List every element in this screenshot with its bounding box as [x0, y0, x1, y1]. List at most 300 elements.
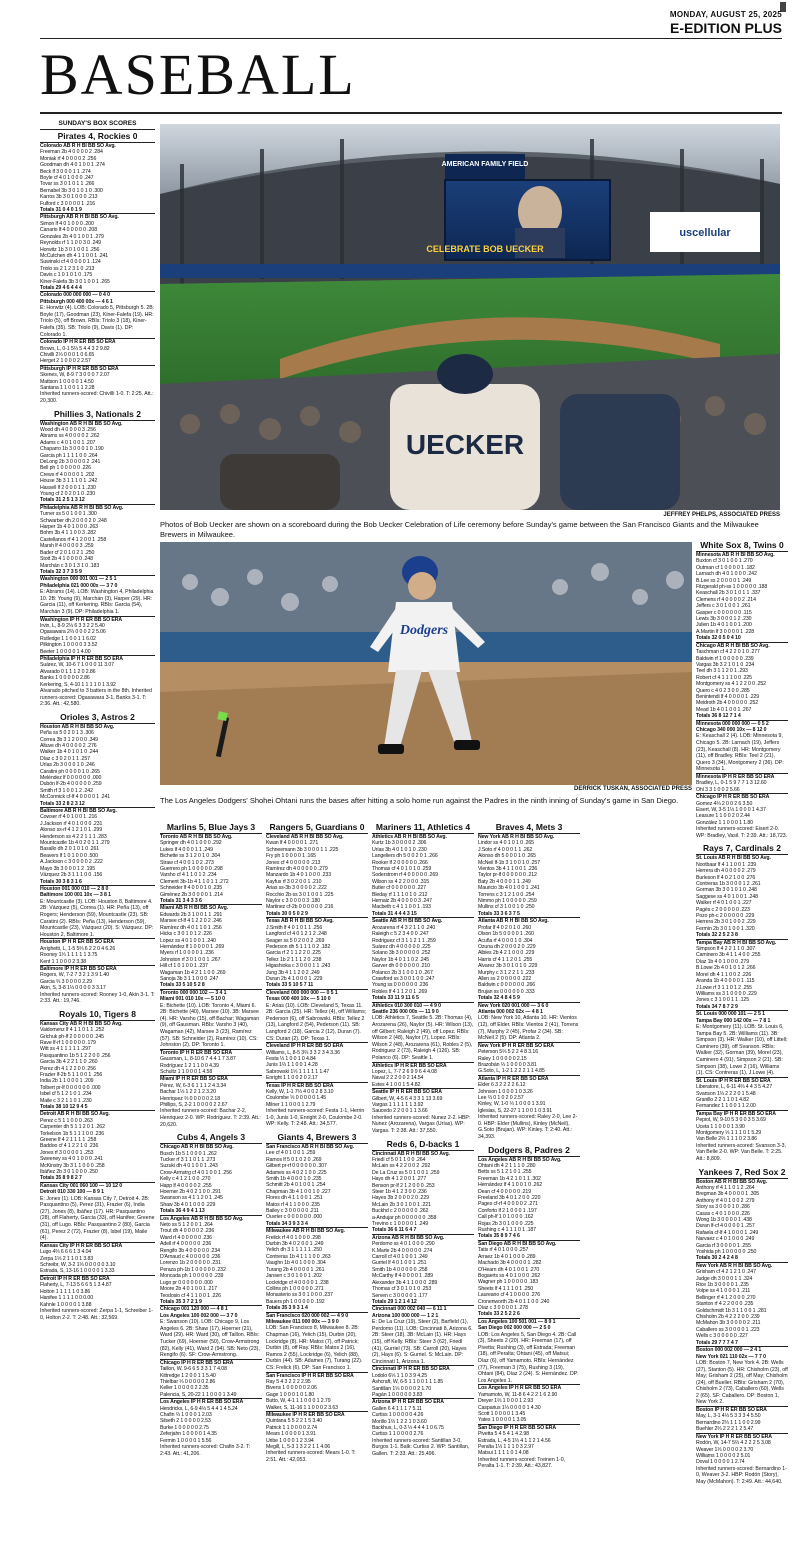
box-header-row: New York AB R H BI BB SO Avg.	[696, 1262, 788, 1269]
box-totals-row: Milwaukee 011 000 00x — 3 9 0	[266, 1318, 339, 1325]
game-postscript: Inherited runners-scored: Chivilli 1-0. T: 2:25. Att.: 20,300.	[40, 391, 154, 404]
box-header-row: Chicago AB R H BI BB SO Avg.	[696, 642, 788, 649]
box-scores-heading: SUNDAY'S BOX SCORES	[40, 120, 155, 130]
pitcher-row: Rutledge 1 1 0 0 1 1 6.02	[40, 635, 96, 642]
batter-row: Altuve dh 4 0 0 0 0 2 .276	[40, 742, 97, 749]
batter-row: Jones cf 4 0 0 0 0 0 .213	[266, 859, 321, 866]
box-totals-row: Totals 36 8 12 7 1 4	[696, 713, 741, 720]
batter-row: O'Hearn dh 4 0 1 0 0 1 .270	[478, 1266, 540, 1273]
pitcher-row: Lodolo 6⅓ 1 1 0 3 9 4.25	[372, 1372, 427, 1379]
batter-row: Flores dh 4 1 1 0 0 1 .251	[266, 1195, 323, 1202]
pitcher-row: Bradley, L, 0-1 5 9 7 7 1 3 12.60	[696, 780, 767, 787]
batter-row: Perez c 5 1 1 0 0 0 .263	[40, 1117, 93, 1124]
pitcher-row: Mattson 1 0 0 0 0 1 4.50	[40, 378, 94, 385]
batter-row: Solano 3b 3 0 0 0 0 0 .252	[372, 950, 431, 957]
batter-row: Dean cf 4 0 0 0 0 0 .219	[478, 1188, 531, 1195]
batter-row: Dubón lf-2b 4 0 0 0 0 0 .259	[40, 781, 102, 788]
batter-row: Peña ss 5 0 2 0 1 3 .306	[40, 730, 94, 737]
box-header-row: Kansas City AB R H BI BB SO Avg.	[40, 1020, 155, 1027]
box-totals-row: Totals 29 4 6 4 4 4	[40, 284, 82, 291]
box-header-row: Miami AB R H BI BB SO Avg.	[160, 904, 262, 911]
game-postscript: Inherited runners-scored: Festa 1-1, Herrin 1-0, Junis 1-0, Enright 2-0, Coulombe 2-0. WP: Kelly. T: 2:48. Att.: 34,577.	[266, 1108, 365, 1128]
pitcher-row: Enright 1 1 0 0 2 0 2.17	[266, 1075, 318, 1082]
game-notes: E: De La Cruz (19), Steer (2), Barfield (1), Perdomo (11). LOB: Cincinnati 8, Arizona 6. 2B: Steer (18). 3B: McLain (1). HR: Hays (15), off Kelly. RBIs: Steer 3 (62), Friedl (41), Gurriel (73). SB: Carroll (20), Hayes (2), Hays (6). S: Gurriel. S: McLain. DP: Cincinnati 1, Arizona 1.	[372, 1319, 473, 1365]
batter-row: Benintendi lf 4 0 0 0 0 1 .229	[696, 693, 760, 700]
pitcher-row: Gomez 4⅔ 2 0 0 2 6 3.50	[696, 800, 753, 807]
batter-row: Correa 3b 3 1 2 0 0 0 .349	[40, 736, 98, 743]
batter-row: McCarthy lf 4 0 0 0 0 1 .289	[372, 1273, 433, 1280]
game-notes: E: Horwitz (4). LOB: Colorado 5, Pittsburgh 5. 2B: Boyle (17), Goodman (23), Kiner-Falefa (19). HR: Triolo (5), off Brown. RBIs: Triolo 3 (18), Kiner-Falefa (35). SB: Triolo (9), Davis (1). DP: Colorado 1.	[40, 305, 155, 338]
sponsor-logo: uscellular	[679, 227, 731, 239]
pitcher-row: Silseth 2 1 0 0 0 0 2.53	[160, 1418, 211, 1425]
batter-row: Pagès c 2 0 0 0 0 0 .223	[696, 906, 750, 913]
pitcher-row: Suárez, W, 10-6 7 1 0 0 0 11 3.07	[40, 662, 114, 669]
box-header-row: Arizona AB R H BI BB SO Avg.	[372, 1234, 474, 1241]
pitcher-row: Bivens 1 0 0 0 0 0 2.06	[266, 1385, 317, 1392]
game-notes: E: Arias (10). LOB: Cleveland 5, Texas 11. 2B: Garcia (25). HR: Tellez (4), off Williams; Pederson (6), off Sabrowski. RBIs: Tellez 2 (13), Langford 2 (54), Pederson (11). SB: Langford 2 (18), Garcia 2 (12), Duran (7). CS: Duran (2). DP: Texas 1.	[266, 1002, 367, 1042]
box-column-1	[40, 131, 155, 1537]
box-score	[160, 1132, 262, 1457]
box-totals-row: Totals 33 3 6 3 7 5	[478, 910, 520, 917]
pitcher-row: Uceta 1 1 0 0 0 1 3.90	[696, 1123, 745, 1130]
game-postscript: Inherited runners-scored: Nunez 2-2. HBP: Nunez (Arozarena), Vargas (Urías). WP: Vargas. T: 2:38. Att.: 37,550.	[372, 1114, 471, 1134]
game-notes: LOB: San Francisco 8, Milwaukee 8. 2B: Chapman (16), Yelich (15), Durbin (20), Lockridge (8). HR: Matos (7), off Patrick; Durbin (8), off Ray. RBIs: Matos 2 (16), Ramos 2 (55), Lockridge (6), Yelich (88), Durbin (44). SB: Adames (7), Turang (22). CS: Frelick (6). DP: San Francisco 1.	[266, 1325, 363, 1371]
batter-row: Díaz 1b 4 0 1 0 0 0 .279	[696, 958, 749, 965]
game-notes: E: Keaschall 2 (4). LOB: Minnesota 9, Chicago 5. 2B: Larnach (19), Jeffers (23), Keaschall (8). HR: Montgomery (11), off Bradley. RBIs: Teel 2 (21), Quero 3 (34), Montgomery 2 (36). DP: Minnesota 1.	[696, 733, 784, 773]
pitcher-row: Santana 1 1 0 0 1 1 2.28	[40, 384, 95, 391]
game-headline: Giants 4, Brewers 3	[277, 1131, 357, 1142]
game-notes: LOB: Boston 7, New York 4. 2B: Wells (27), Stanton (5). HR: Chisholm (23), off May; Grisham 2 (25), off May; Chisholm (24), off Bueller. RBIs: Grisham 2 (70), Chisholm 2 (73), Caballero (60), Wells 2 (65). SF: Caballero. DP: Boston 1, New York 2.	[696, 1359, 788, 1406]
batter-row: Contreras 1b 3 0 0 0 1 2 .261	[696, 881, 761, 887]
pitcher-row: Hendricks, L, 6-9 4⅓ 5 4 4 1 4 5.24	[160, 1405, 238, 1412]
box-header-row: Chicago AB R H BI BB SO Avg.	[160, 1143, 262, 1150]
box-header-row: Kansas City 001 060 100 — 10 12 0	[40, 1182, 155, 1189]
pitcher-row: Peralta 1⅓ 1 1 1 0 3 2.97	[478, 1443, 534, 1450]
box-totals-row: Totals 36 4 9 4 1 13	[160, 1208, 205, 1215]
pitcher-row: Raley 1 0 0 0 0 0 2.15	[478, 1055, 527, 1062]
batter-row: A.Martin lf 3 0 0 0 0 1 .228	[696, 628, 755, 635]
batter-row: De La Cruz ss 5 0 1 0 0 1 .259	[372, 1169, 440, 1176]
batter-row: Goldschmidt 1b 3 1 1 0 0 1 .281	[696, 1307, 767, 1314]
batter-row: Tatis rf 4 0 1 0 0 0 .257	[478, 1247, 529, 1254]
pitcher-row: Henriquez ⅔ 0 0 0 0 0 2.18	[160, 1095, 220, 1102]
pitcher-row: Pivetta 5 4 5 4 1 4 2.98	[478, 1431, 529, 1438]
box-score	[40, 131, 155, 405]
batter-row: Kayfus rf 3 0 2 0 0 1 .210	[266, 878, 322, 885]
batter-row: Goodman dh 4 0 1 0 0 1 .274	[40, 162, 105, 169]
pitching-header-row: Kansas City IP H R ER BB SO ERA	[40, 1242, 155, 1249]
pitcher-row: Kahnle 1 0 0 0 0 1 3.88	[40, 1301, 92, 1308]
batter-row: Johnston rf 3 0 1 0 0 1 .267	[160, 956, 221, 963]
batter-row: Contreras 1b 4 1 1 1 0 0 .263	[266, 1253, 331, 1260]
pitcher-row: Rogers, W, 7-2 7 3 2 1 3 9 1.40	[40, 972, 109, 979]
batter-row: Smith 1b 4 0 0 0 0 0 .258	[372, 1266, 428, 1273]
batter-row: Davis c 1 0 1 0 1 0 .175	[40, 272, 93, 279]
box-header-row: Pittsburgh AB R H BI BB SO Avg.	[40, 213, 155, 220]
box-header-row: Milwaukee AB R H BI BB SO Avg.	[266, 1227, 368, 1234]
batter-row: Hicks c 3 0 1 0 1 2 .226	[160, 931, 212, 938]
batter-row: Collins ph 1 0 0 0 0 0 .271	[266, 1285, 324, 1292]
batter-row: Vaughn 1b 4 0 1 0 0 0 .304	[266, 1260, 326, 1267]
box-header-row: Los Angeles AB R H BI BB SO Avg.	[160, 1215, 262, 1222]
masthead-rule	[40, 112, 782, 114]
box-header-row: Tampa Bay AB R H BI BB SO Avg.	[696, 939, 788, 946]
box-totals-row: Los Angeles 100 002 000 — 3 7 0	[160, 1312, 238, 1319]
batter-row: Mayo 3b 3 0 0 0 1 2 .195	[40, 865, 95, 872]
pitcher-row: Santillan 1⅓ 0 0 0 0 2 1.70	[372, 1385, 432, 1392]
box-score	[478, 1145, 580, 1470]
batter-row: Urías 3b 4 0 1 0 1 0 .230	[372, 846, 427, 853]
pitcher-row: Saucedo 2 2 0 0 1 1 3.66	[372, 1108, 428, 1115]
batter-row: House 3b 3 1 1 1 0 1 .242	[40, 478, 98, 485]
pitcher-row: Ogasawara 2⅔ 0 0 0 2 2 5.06	[40, 629, 106, 636]
pitcher-row: Kerkering, S, 4-10 1 1 1 1 0 1 3.92	[40, 681, 116, 688]
batter-row: Edwards 2b 3 1 0 0 1 1 .291	[160, 911, 223, 918]
batter-row: Betts ss 5 1 2 1 0 1 .255	[478, 1169, 532, 1176]
box-score	[266, 822, 368, 1128]
box-score	[40, 712, 155, 1005]
pitcher-row: Schultz 1 1 0 0 0 1 4.58	[160, 1068, 213, 1075]
batter-row: Castellanos rf 4 1 2 0 0 1 .258	[40, 536, 107, 543]
game-headline: Phillies 3, Nationals 2	[54, 408, 141, 419]
box-totals-row: Totals 35 8 9 8 2 7	[40, 1175, 82, 1182]
pitcher-row: Williams 1 0 0 0 0 2 5.01	[696, 1452, 751, 1459]
box-totals-row: Seattle 236 000 00x — 11 9 0	[372, 1008, 439, 1015]
batter-row: Burleson lf 4 0 2 1 0 0 .276	[696, 874, 756, 881]
box-totals-row: Tampa Bay 000 142 00x — 7 8 1	[696, 1017, 771, 1024]
game-headline: Pirates 4, Rockies 0	[57, 131, 138, 141]
box-totals-row: Totals 29 7 7 7 4 7	[696, 1339, 738, 1346]
pitcher-row: Phillips, S, 2-2 1 0 0 0 0 2 2.67	[160, 1101, 228, 1108]
batter-row: Carpenter dh 5 1 1 2 0 1 .262	[40, 1124, 105, 1131]
batter-row: Rodriguez cf 3 1 1 2 1 1 .259	[372, 937, 436, 944]
batter-row: A.Jackson c 3 0 0 0 0 2 .222	[40, 859, 103, 866]
batter-row: Lukes lf 4 0 0 0 1 1 .249	[160, 846, 213, 853]
pitcher-row: Iglesias, S, 22-27 1 1 0 0 1 0 3.91	[478, 1107, 553, 1114]
batter-row: Schneider lf 4 0 0 0 1 0 .235	[160, 885, 222, 892]
batter-row: Lockridge cf 4 0 0 0 0 1 .238	[266, 1279, 329, 1286]
batter-row: Ohtani dh 4 2 1 1 1 0 .280	[478, 1163, 536, 1169]
batter-row: Laureano cf 4 1 0 0 0 0 .276	[478, 1292, 541, 1299]
batter-row: Meléndez lf 0 0 0 0 0 0 .000	[40, 775, 102, 781]
batter-row: Karros 3b 3 0 1 0 0 0 .213	[40, 194, 98, 201]
batter-row: Nimmo ph 1 0 0 0 0 0 .259	[478, 898, 537, 905]
batter-row: Arias ss-3b 3 0 0 0 0 2 .222	[266, 885, 327, 892]
batter-row: Caratini ph 0 0 0 0 1 0 .265	[40, 768, 100, 775]
batter-row: Marsee cf-lf 4 1 2 2 0 2 .246	[160, 918, 222, 925]
batter-row: B.Lowe 2b 4 0 1 0 1 2 .266	[696, 965, 756, 972]
box-totals-row: Totals 33 5 10 5 2 8	[160, 982, 205, 989]
batter-row: Trevino c 1 0 0 0 0 1 .249	[372, 1221, 429, 1228]
stadium-photo	[160, 124, 780, 510]
game-postscript: Inherited runners-scored: Bernardino 1-0, Weaver 3-2. HBP: Rodón (Story), May (McMahon). T: 2:49. Att.: 44,640.	[696, 1465, 787, 1485]
issue-date: MONDAY, AUGUST 25, 2025	[669, 10, 782, 19]
pitcher-row: Scott 1 0 0 0 0 1 3.45	[478, 1410, 526, 1417]
pitcher-row: Megill, L, 5-3 1 3 2 2 1 1 4.06	[266, 1443, 331, 1450]
batter-row: Turner ss 5 0 1 0 0 1 .300	[40, 511, 97, 518]
box-header-row: Toronto 000 000 102 — 3 4 1	[160, 989, 262, 996]
box-header-row: Seattle AB R H BI BB SO Avg.	[372, 917, 474, 924]
batter-row: Rocchio 2b-ss 3 0 1 0 0 1 .225	[266, 891, 334, 898]
batter-row: Hayes 3b 2 0 0 0 2 0 .229	[372, 1195, 429, 1202]
box-totals-row: Totals 31 4 4 4 3 15	[372, 910, 417, 917]
batter-row: Murphy c 3 1 2 2 1 1 .233	[478, 969, 535, 976]
box-totals-row: Baltimore 100 001 10x — 3 8 1	[40, 892, 111, 899]
batter-row: Teel dh 3 1 1 2 0 1 .293	[696, 668, 748, 675]
batter-row: Bleday rf 1 1 1 0 1 0 .212	[372, 891, 428, 898]
batter-row: Acuña rf 4 0 0 0 1 0 .304	[478, 937, 533, 944]
pitcher-row: Liberatore, L, 6-11 4⅔ 4 4 3 5 4.27	[696, 1084, 773, 1091]
batter-row: Ward rf 4 0 0 0 0 0 .236	[160, 1234, 212, 1241]
batter-row: Soderstrom rf 4 0 0 0 0 0 .269	[372, 872, 438, 879]
batter-row: Caminero 3b 4 1 1 4 0 0 .255	[696, 952, 761, 959]
batter-row: McLain 2b 3 0 1 0 0 1 .221	[372, 1201, 431, 1208]
batter-row: Tolbert pr-lf 0 0 0 0 0 0 .000	[40, 1084, 101, 1091]
batter-row: Harper 1b 4 0 1 0 0 0 .263	[40, 524, 98, 531]
box-header-row: San Francisco AB R H BI BB SO Avg.	[266, 1143, 368, 1150]
batter-row: Kiner-Falefa 3b 3 0 1 0 0 1 .265	[40, 278, 110, 285]
batter-row: Friedl cf 5 0 1 1 0 0 .264	[372, 1156, 426, 1163]
batter-row: Herrera dh 4 0 0 0 0 2 .279	[696, 868, 756, 875]
box-totals-row: Totals 32 0 5 0 4 10	[696, 635, 741, 642]
batter-row: Baty 2b 4 0 0 0 1 1 .249	[478, 878, 531, 885]
box-header-row: Boston 000 002 000 — 2 4 1	[696, 1346, 788, 1353]
photo2-credit: DERRICK TUSKAN, ASSOCIATED PRESS	[573, 786, 692, 792]
game-notes: E: Montgomery (11). LOB: St. Louis 6, Tampa Bay 5. 2B: Williams (11). 3B: Simpson (3). HR: Walker (10), off Littell; Caminero (39), off Svanson. RBIs: Walker (32), Gorman (39), Morel (23), Caminero 4 (91), Simpson 2 (21). SB: Simpson (38), Lowe 2 (16), Williams (1). CS: Contreras (1), J.Lowe (4).	[696, 1023, 788, 1077]
pitcher-row: Palencia, S, 20-22 1 1 0 0 0 1 3.49	[160, 1391, 237, 1398]
pitcher-row: Holton 1 1 1 1 1 0 3.86	[40, 1288, 91, 1295]
batter-row: Jeffers c 3 0 1 0 0 1 .261	[696, 603, 751, 610]
pitching-header-row: Atlanta IP H R ER BB SO ERA	[478, 1075, 580, 1082]
box-score	[696, 540, 788, 839]
box-header-row: Washington AB R H BI BB SO Avg.	[40, 420, 155, 427]
batter-row: Garcia ph 1 1 1 1 0 0 .264	[40, 452, 98, 459]
batter-row: Fitzgerald ph-ss 1 0 0 0 0 0 .188	[696, 584, 768, 591]
batter-row: Peraza ph-1b 1 0 0 0 0 0 .232	[160, 1266, 226, 1273]
game-notes: E: Abrams (14). LOB: Washington 4, Philadelphia 10. 2B: Young (9), Marchán (3), Harper (29). HR: Garcia (11), off Kerkering. RBIs: Garcia (54), Marchán 3 (9). DP: Philadelphia 1.	[40, 589, 154, 615]
batter-row: Simon lf 4 0 1 0 0 0 .200	[40, 220, 94, 227]
batter-row: Rave lf-rf 1 0 0 0 0 0 .179	[40, 1039, 96, 1046]
batter-row: Gurriel lf 4 0 1 0 0 1 .251	[372, 1260, 427, 1267]
batter-row: Torrens c 3 1 2 1 0 0 .254	[478, 891, 535, 898]
batter-row: Adell rf 4 0 0 0 0 0 .236	[160, 1241, 212, 1248]
batter-row: Outman cf 1 0 0 0 0 1 .182	[696, 564, 755, 571]
batter-row: Call ph-lf 1 0 1 0 0 0 .162	[478, 1214, 534, 1221]
batter-row: Basallo dh 2 0 1 0 1 0 .261	[40, 846, 100, 853]
pitcher-row: Backhus, L, 0-3 ⅓ 4 4 4 1 0 6.75	[372, 1424, 444, 1431]
batter-row: Rooker lf 2 0 0 0 0 0 .266	[372, 859, 428, 866]
game-notes: E: Jones (1). LOB: Kansas City 7, Detroit 4. 2B: Pasquantino (5), Perez (31), Frazier (6), India (27), Jones (8), Ibáñez (17). HR: Pasquantino (28), off Flaherty, Garcia (33), off Hanifee; Greene (31), off Lugo. RBIs: Pasquantino 2 (80), Garcia (61), Perez 2 (72), Frazier (8), Isbel (19), Maile (4).	[40, 1195, 155, 1242]
pitching-header-row: Texas IP H R ER BB SO ERA	[266, 1082, 368, 1089]
pitching-header-row: Chicago IP H R ER BB SO ERA	[160, 1359, 262, 1366]
game-headline: Braves 4, Mets 3	[495, 822, 563, 832]
batter-row: Lopez ss 4 0 1 0 0 1 .240	[160, 937, 216, 944]
box-totals-row: Totals 31 2 5 1 3 12	[40, 497, 85, 504]
pitcher-row: Brazobán ⅓ 1 0 0 0 0 3.81	[478, 1061, 537, 1068]
batter-row: Perez dh 4 1 2 2 0 0 .256	[40, 1065, 96, 1072]
pitching-header-row: Chicago IP H R ER BB SO ERA	[696, 793, 788, 800]
batter-row: Nootbaar lf 4 1 1 0 0 1 .239	[696, 861, 757, 868]
pitcher-row: Rooney 1⅓ 1 1 1 1 1 3.75	[40, 952, 98, 959]
game-postscript: Inherited runners-scored: Raley 2-0, Lee 2-0. HBP: Elder (Mullins), Kinley (McNeil), G.Soto (Brujan). WP: Kinley. T: 2:40. Att.: 34,393.	[478, 1114, 578, 1140]
batter-row: Grichuk ph-lf 2 0 0 0 0 0 .245	[40, 1033, 104, 1040]
pitching-header-row: St. Louis IP H R ER BB SO ERA	[696, 1077, 788, 1084]
batter-row: Ramírez dh 4 0 1 1 0 1 .256	[160, 924, 222, 931]
batter-row: Brujan ss 0 0 0 0 0 0 .333	[478, 988, 535, 995]
box-column-6	[696, 540, 788, 1537]
batter-row: Larnach dh 4 0 1 0 0 0 .242	[696, 571, 757, 578]
pitching-header-row: Milwaukee IP H R ER BB SO ERA	[266, 1411, 368, 1418]
pitcher-row: Kittredge 1 2 0 0 1 1 5.40	[160, 1372, 216, 1379]
batter-row: Freeman 1b 4 2 1 0 1 1 .302	[478, 1175, 541, 1182]
batter-row: Perdomo ss 4 0 1 0 0 0 .290	[372, 1241, 435, 1248]
pitcher-row: Garcia ⅔ 3 0 0 0 0 2.29	[40, 978, 92, 985]
pitcher-row: Schreibr, W, 3-2 1⅓ 0 0 0 0 0 3.10	[40, 1262, 116, 1269]
batter-row: Simpson lf 4 2 2 1 1 0 .307	[696, 946, 756, 953]
batter-row: Ramírez dh 4 0 0 0 0 0 .279	[266, 866, 328, 873]
batter-row: McNeil lf-1b 3 1 0 0 1 0 .257	[478, 859, 540, 866]
box-totals-row: Totals 33 2 8 2 3 12	[40, 800, 85, 807]
pitcher-row: Dreyer 1⅔ 1 0 0 0 1 2.93	[478, 1398, 533, 1405]
box-header-row: St. Louis 000 000 101 — 2 5 1	[696, 1010, 788, 1017]
pitching-header-row: New York IP H R ER BB SO ERA	[478, 1042, 580, 1049]
batter-row: Judge dh 3 0 0 0 1 1 .324	[696, 1275, 753, 1282]
batter-row: Shaw 3b 4 0 1 0 0 0 .229	[160, 1201, 216, 1208]
batter-row: Crews rf 4 0 0 0 0 1 .202	[40, 471, 95, 478]
batter-row: Carroll cf 4 0 1 0 0 1 .249	[372, 1254, 428, 1261]
batter-row: Thomas cf 3 0 1 0 1 0 .253	[372, 1286, 432, 1293]
batter-row: Wagner ph 1 0 0 0 0 0 .183	[478, 1279, 539, 1286]
batter-row: Suzuki dh 4 0 1 0 0 1 .243	[160, 1163, 218, 1170]
batter-row: Varsho cf 4 1 1 0 1 2 .234	[160, 872, 217, 879]
batter-row: Volpe ss 4 1 0 0 0 1 .211	[696, 1288, 751, 1295]
pitcher-row: Van Belle 2⅔ 1 1 1 0 2 3.86	[696, 1136, 757, 1143]
box-totals-row: Chicago 340 000 10x — 8 12 0	[696, 726, 767, 733]
batter-row: Morel dh 4 1 1 0 0 2 .226	[696, 971, 752, 978]
pitcher-row: Alvarado 0 1 1 1 2 0 2.86	[40, 668, 96, 675]
pitching-header-row: Houston IP H R ER BB SO ERA	[40, 938, 155, 945]
box-totals-row: New York 021 110 02x — 7 7 0	[696, 1353, 766, 1360]
batter-row: Bellinger rf 4 1 2 0 0 0 .270	[696, 1294, 756, 1301]
box-header-row: Chicago 001 120 000 — 4 8 1	[160, 1305, 262, 1312]
pitcher-row: Keller 1 0 0 0 0 2 2.35	[160, 1385, 209, 1392]
game-headline: White Sox 8, Twins 0	[700, 540, 784, 550]
batter-row: Moore 2b 4 0 1 0 0 1 .217	[160, 1286, 217, 1293]
box-header-row: Cincinnati AB R H BI BB SO Avg.	[372, 1150, 474, 1157]
batter-row: D'Arnaud c 4 0 0 0 0 0 .236	[160, 1254, 221, 1261]
box-header-row: Atlanta AB R H BI BB SO Avg.	[478, 917, 580, 924]
batter-row: Garcia 3b 4 2 2 1 1 0 .260	[40, 1059, 98, 1066]
batter-row: McLain ss 4 2 2 0 0 2 .292	[372, 1163, 431, 1170]
batter-row: Wilson ss 4 2 2 0 0 0 .315	[372, 878, 430, 885]
jersey-name: UECKER	[405, 429, 525, 460]
game-headline: Orioles 3, Astros 2	[60, 711, 135, 722]
pitcher-row: Kinley, W, 1-0 ⅓ 1 0 0 0 1 3.91	[478, 1101, 546, 1108]
batter-row: Mauricio 3b 4 0 1 0 0 1 .241	[478, 885, 540, 892]
pitcher-row: Bernardino 2⅔ 1 1 1 0 0 2.99	[696, 1419, 761, 1426]
game-postscript: Inherited runners-scored: Chafin 3-2. T: 2:43. Att.: 41,206.	[160, 1443, 251, 1457]
top-rule	[40, 38, 782, 39]
box-totals-row: Totals 33 11 9 11 6 5	[372, 995, 419, 1002]
batter-row: Lee cf 4 0 1 0 0 1 .259	[266, 1150, 316, 1157]
box-header-row: Cleveland AB R H BI BB SO Avg.	[266, 833, 368, 840]
pitcher-row: Peterson 5⅔ 5 2 2 4 8 3.16	[478, 1049, 538, 1056]
batter-row: Buckhd c 2 0 0 0 0 0 .262	[372, 1208, 429, 1215]
pitcher-row: Ohl 3 3 1 0 0 2 5.66	[696, 786, 740, 793]
pitcher-row: Fernandez 1 1 0 0 1 1 2.00	[696, 1103, 756, 1110]
batter-row: Bauers ph 1 0 0 0 0 0 .192	[266, 1298, 325, 1305]
pitcher-row: Doval 1 0 0 0 0 1 2.74	[696, 1459, 745, 1466]
pitcher-row: Yates 1 0 0 0 0 1 3.05	[478, 1417, 527, 1424]
pitcher-row: Irvin, L, 8-9 2⅓ 6 3 3 2 2 5.40	[40, 622, 105, 629]
box-score	[372, 822, 474, 1135]
game-notes: LOB: New York 10, Atlanta 10. HR: Vientos (12), off Elder. RBIs: Vientos 2 (41), Torrens (7), Murphy 2 (45), Profar 2 (34). SB: McNeil 2 (5). DP: Atlanta 2.	[478, 1015, 579, 1042]
pitcher-row: Johnson 1 0 0 0 1 0 3.26	[478, 1088, 533, 1095]
batter-row: Sanoja 3b 3 1 1 0 0 0 .247	[160, 975, 219, 982]
pitching-header-row: Arizona IP H R ER BB SO ERA	[372, 1398, 474, 1405]
box-totals-row: Totals 29 1 2 1 4 12	[372, 1298, 417, 1305]
box-totals-row: Totals 30 2 4 2 4 8	[696, 1255, 738, 1262]
pitcher-row: Gage 1 0 0 0 1 0 1.80	[266, 1391, 315, 1398]
batter-row: McMahon 3b 3 0 0 0 0 2 .211	[696, 1320, 761, 1327]
batter-row: Frazier lf-2b 5 1 1 0 0 1 .256	[40, 1071, 103, 1078]
batter-row: Baddoo cf 4 1 2 2 1 0 .236	[40, 1143, 99, 1150]
box-totals-row: Totals 35 8 9 7 4 6	[478, 1233, 520, 1240]
batter-row: Bogaerts ss 4 0 1 0 0 0 .262	[478, 1272, 541, 1279]
batter-row: Naylor c 3 0 0 0 0 3 .180	[266, 898, 321, 905]
batter-row: Alvarez 3b 3 0 1 0 1 0 .229	[478, 963, 538, 970]
batter-row: Isbel cf 5 1 2 1 0 1 .234	[40, 1091, 92, 1098]
pitcher-row: Morillo 1⅔ 1 2 2 1 0 3.60	[372, 1418, 427, 1425]
pitcher-row: Pérez, W, 6-3 6 1 1 1 2 4 3.34	[160, 1082, 226, 1089]
batter-row: Keaschall 2b 3 0 1 0 1 1 .337	[696, 590, 761, 597]
batter-row: J.Soto rf 4 0 0 0 1 1 .262	[478, 846, 533, 853]
pitcher-row: Yamamoto, W, 11-8 6 4 2 2 1 6 2.90	[478, 1391, 558, 1398]
pitching-header-row: Tampa Bay IP H R ER BB SO ERA	[696, 1110, 788, 1117]
box-totals-row: Totals 32 3 7 3 5 9	[40, 568, 82, 575]
batter-row: Rengifo 3b 4 0 0 0 0 0 .234	[160, 1247, 220, 1254]
box-header-row: Cleveland 000 000 000 — 0 5 1	[266, 989, 368, 996]
batter-row: Machado 3b 4 0 0 0 0 1 .282	[478, 1260, 542, 1267]
box-header-row: Texas AB R H BI BB SO Avg.	[266, 917, 368, 924]
pitching-header-row: Miami IP H R ER BB SO ERA	[160, 1075, 262, 1082]
pitching-header-row: Philadelphia IP H R ER BB SO ERA	[40, 655, 155, 662]
batter-row: Meidroth 2b 4 0 0 0 0 0 .252	[696, 700, 759, 707]
pitcher-row: Estrada, S, 13-16 1 0 0 0 0 1 3.33	[40, 1268, 115, 1275]
batter-row: Canario lf 4 0 0 0 0 0 .208	[40, 227, 97, 234]
batter-row: Pozo ph-c 2 0 0 0 0 0 .229	[696, 913, 755, 920]
batter-row: Tovar ss 3 0 1 0 1 1 .266	[40, 181, 95, 188]
batter-row: Rushing c 4 1 1 1 0 1 .187	[478, 1227, 536, 1234]
batter-row: Springer dh 4 0 1 0 0 0 .292	[160, 840, 222, 847]
batter-row: Anthony rf 4 0 1 0 0 2 .279	[696, 1197, 755, 1204]
batter-row: Durbin 3b 4 0 2 0 0 1 .249	[266, 1241, 324, 1248]
batter-row: Alonso dh 5 0 0 0 1 0 .265	[478, 853, 536, 860]
batter-row: Chapman 3b 4 1 0 0 1 0 .227	[266, 1188, 331, 1195]
pitcher-row: Butto, W, 4-1 1 1 0 0 0 1 2.79	[266, 1398, 331, 1405]
batter-row: Jung 3b 4 1 1 2 0 2 .249	[266, 969, 320, 976]
batter-row: Lugo pr 0 0 0 0 0 0 .000	[160, 1279, 213, 1286]
batter-row: Ibáñez 2b 3 0 1 0 0 0 .250	[40, 1169, 98, 1176]
pitcher-row: Coulombe ⅓ 0 0 0 0 0 1.45	[266, 1095, 327, 1102]
pitcher-row: Pepiot, W, 9-10 5 3 0 0 3 5 3.69	[696, 1117, 766, 1124]
batter-row: Kwan lf 4 0 0 0 0 1 .271	[266, 840, 319, 847]
pitcher-row: Zeferjahn 1 0 0 0 0 1 4.35	[160, 1431, 217, 1438]
batter-row: Story ss 3 0 0 0 1 0 .286	[696, 1204, 750, 1211]
batter-row: a-Andujar ph 0 0 0 0 0 0 .358	[372, 1214, 437, 1221]
batter-row: Lewis 3b 3 0 0 0 1 2 .230	[696, 616, 752, 623]
box-header-row: Athletics 010 300 010 — 4 9 0	[372, 1002, 474, 1009]
